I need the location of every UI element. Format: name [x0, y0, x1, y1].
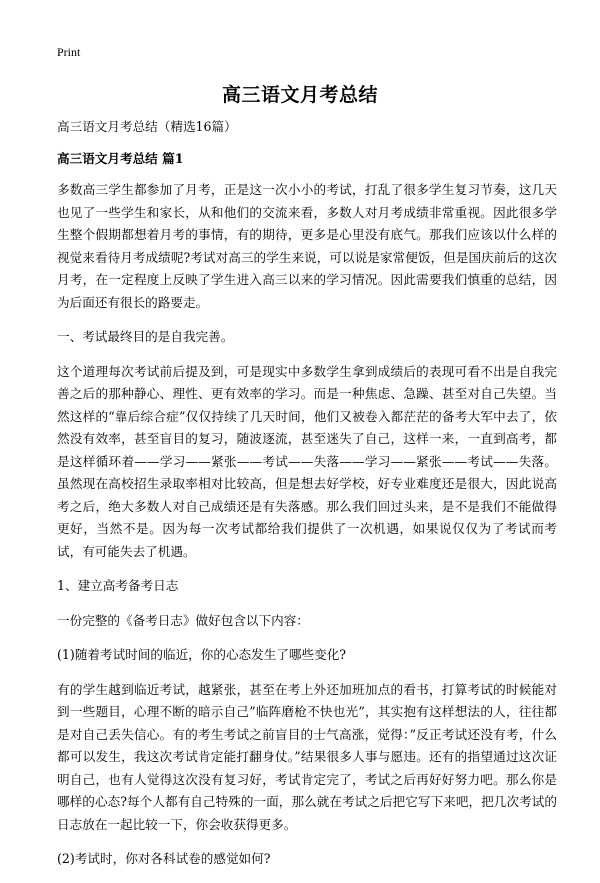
question-one: (1)随着考试时间的临近，你的心态发生了哪些变化?	[57, 647, 347, 662]
question-two: (2)考试时，你对各科试卷的感觉如何?	[57, 851, 271, 866]
print-label[interactable]: Print	[57, 45, 81, 59]
section-heading: 高三语文月考总结 篇1	[57, 150, 184, 166]
heading-exam-journal: 1、建立高考备考日志	[57, 578, 179, 593]
paragraph-mindset: 有的学生越到临近考试，越紧张，甚至在考上外还加班加点的看书，打算考试的时候能对到一些题目，心理不断的暗示自己”临阵磨枪不快也光”，其实抱有这样想法的人，往往都是对自己丢失信心。有的考生考试之前盲目的士气高涨，觉得：”反正考试还没有考，什么都可以发生，我这次考试肯定能打翻身仗。”结果很多人事与愿违。还有的指望通过这次证明自己，也有人觉得这次没有复习好，考试肯定完了，考试之后再好好努力吧。那么你是哪样的心态?每个人都有自己特殊的一面，那么就在考试之后把它写下来吧，把几次考试的日志放在一起比较一下，你会收获得更多。	[57, 681, 557, 832]
page-title: 高三语文月考总结	[221, 84, 378, 106]
document-body	[57, 116, 557, 883]
paragraph-self-improvement: 这个道理每次考试前后提及到，可是现实中多数学生拿到成绩后的表现可看不出是自我完善之后的那种静心、理性、更有效率的学习。而是一种焦虑、急躁、甚至对自己失望。当然这样的“靠后综合症”仅仅持续了几天时间，他们又被卷入都茫茫的备考大军中去了，依然没有效率，甚至盲目的复习，随波逐流，甚至迷失了自己，这样一来，一直到高考，都是这样循环着——学习——紧张——考试——失落——学习——紧张——考试——失落。虽然现在高校招生录取率相对比较高，但是想去好学校，好专业难度还是很大，因此说高考之后，绝大多数人对自己成绩还是有失落感。那么我们回过头来，是不是我们不能做得更好，当然不是。因为每一次考试都给我们提供了一次机遇，如果说仅仅为了考试而考试，有可能失去了机遇。	[57, 363, 557, 559]
paragraph-journal-contents: 一份完整的《备考日志》做好包含以下内容：	[57, 612, 309, 628]
paragraph-intro: 多数高三学生都参加了月考，正是这一次小小的考试，打乱了很多学生复习节奏，这几天也见了一些学生和家长，从和他们的交流来看，多数人对月考成绩非常重视。因此很多学生整个假期都想着月考的事情，有的期待，更多是心里没有底气。那我们应该以什么样的视觉来看待月考成绩呢?考试对高三的学生来说，可以说是家常便饭，但是国庆前后的这次月考，在一定程度上反映了学生进入高三以来的学习情况。因此需要我们慎重的总结，因为后面还有很长的路要走。	[57, 182, 557, 310]
heading-point-one: 一、考试最终目的是自我完善。	[57, 329, 234, 344]
document-subtitle: 高三语文月考总结（精选16篇）	[57, 119, 237, 134]
